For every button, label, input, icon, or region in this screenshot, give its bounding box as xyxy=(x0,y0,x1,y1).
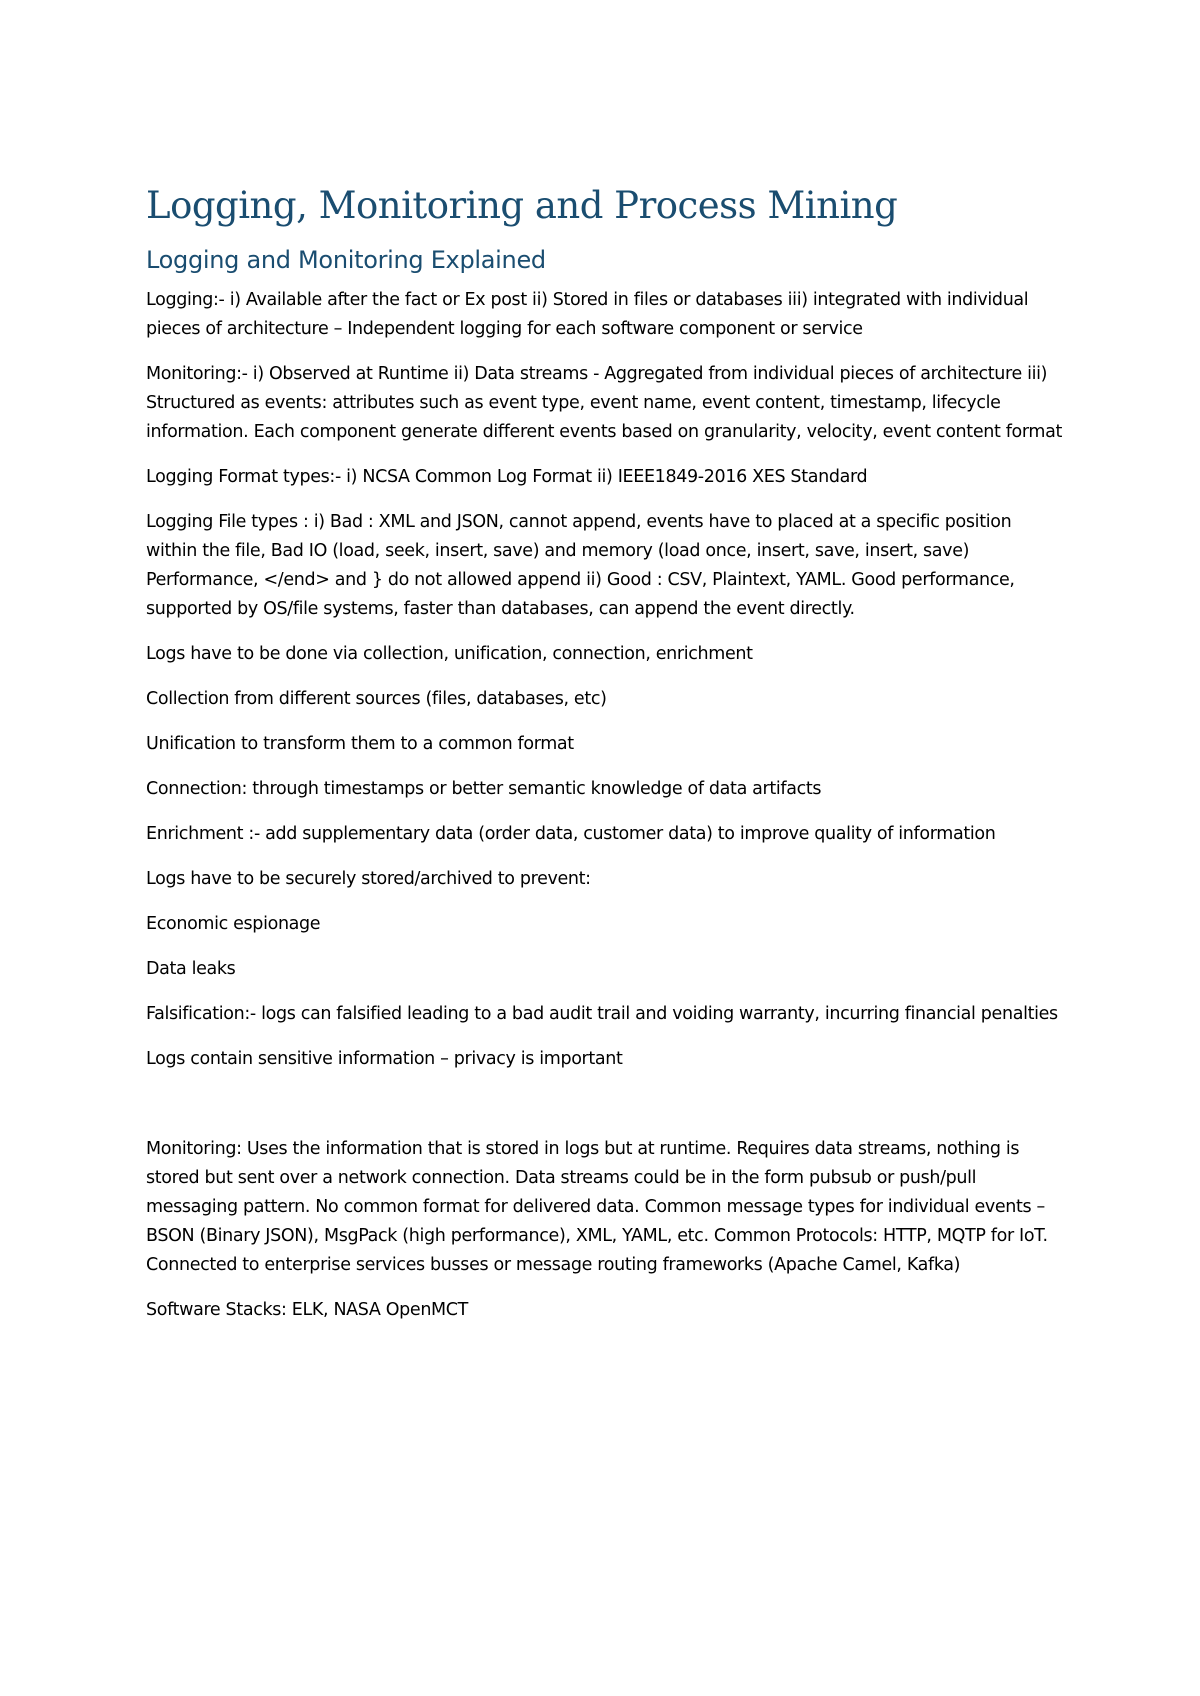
section-heading: Logging and Monitoring Explained xyxy=(146,246,546,274)
paragraph-collection: Collection from different sources (files, databases, etc) xyxy=(146,689,607,709)
paragraph-logging: Logging:- i) Available after the fact or Ex post ii) Stored in files or databases iii) integrated with individual pieces of architecture – Independent logging for each software component or service xyxy=(146,290,1029,339)
paragraph-monitoring-detail: Monitoring: Uses the information that is stored in logs but at runtime. Requires data streams, nothing is stored but sent over a network connection. Data streams could be in the form pubsub or push/pull messaging pattern. No common format for delivered data. Common message types for individual events – BSON (Binary JSON), MsgPack (high performance), XML, YAML, etc. Common Protocols: HTTP, MQTP for IoT. Connected to enterprise services busses or message routing frameworks (Apache Camel, Kafka) xyxy=(146,1139,1048,1275)
paragraph-enrichment: Enrichment :- add supplementary data (order data, customer data) to improve quality of information xyxy=(146,824,996,844)
paragraph-unification: Unification to transform them to a common format xyxy=(146,734,574,754)
paragraph-connection: Connection: through timestamps or better semantic knowledge of data artifacts xyxy=(146,779,822,799)
paragraph-software-stacks: Software Stacks: ELK, NASA OpenMCT xyxy=(146,1300,469,1320)
blank-line xyxy=(146,1090,1066,1135)
paragraph-data-leaks: Data leaks xyxy=(146,959,236,979)
paragraph-monitoring: Monitoring:- i) Observed at Runtime ii) Data streams - Aggregated from individual pieces of architecture iii) Structured as events: attributes such as event type, event name, event content, timestamp, lifecycle information. Each component generate different events based on granularity, velocity, event content format xyxy=(146,364,1062,442)
paragraph-falsification: Falsification:- logs can falsified leading to a bad audit trail and voiding warranty, incurring financial penalties xyxy=(146,1004,1058,1024)
paragraph-file-types: Logging File types : i) Bad : XML and JSON, cannot append, events have to placed at a specific position within the file, Bad IO (load, seek, insert, save) and memory (load once, insert, save, insert, save) Performance, </end> and } do not allowed append ii) Good : CSV, Plaintext, YAML. Good performance, supported by OS/file systems, faster than databases, can append the event directly. xyxy=(146,512,1015,619)
paragraph-espionage: Economic espionage xyxy=(146,914,321,934)
document-page xyxy=(146,178,1066,1341)
paragraph-logs-steps: Logs have to be done via collection, unification, connection, enrichment xyxy=(146,644,753,664)
document-title: Logging, Monitoring and Process Mining xyxy=(146,184,898,227)
paragraph-privacy: Logs contain sensitive information – privacy is important xyxy=(146,1049,623,1069)
paragraph-format-types: Logging Format types:- i) NCSA Common Log Format ii) IEEE1849-2016 XES Standard xyxy=(146,467,868,487)
paragraph-secure-storage: Logs have to be securely stored/archived to prevent: xyxy=(146,869,591,889)
